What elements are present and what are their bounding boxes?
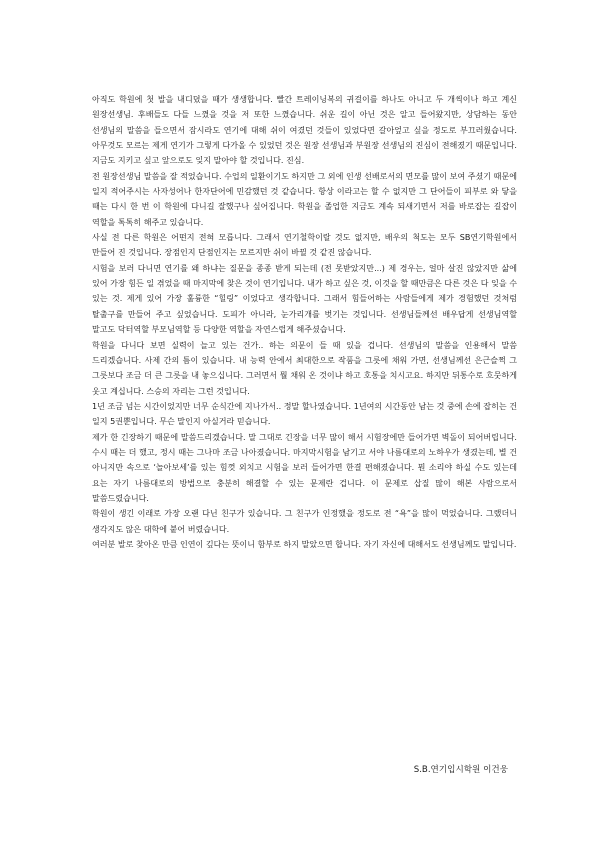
- signature: S.B.연기입시학원 이건웅: [413, 765, 508, 775]
- paragraph-teacher-student-gap: 학원을 다니다 보면 실력이 늘고 있는 건가.. 하는 의문이 들 때 있을 겁니다. 선생님의 말씀을 인용해서 말씀 드리겠습니다. 사제 간의 틈이 있습니다. 내 능력 안에서 최대한으로 작품을 그릇에 채워 가면, 선생님께선 은근슬쩍 그 그릇보다 조금 더 큰 그릇을 내 놓으십니다. 그러면서 뭘 채워 온 것이냐 하고 호통을 치시고요. 하지만 뒤통수로 흐뭇하게 웃고 계십니다. 스승의 자리는 그런 것입니다.: [92, 340, 517, 396]
- paragraph-closing: 여러분 발로 찾아온 만큼 인연이 깊다는 뜻이니 함부로 하지 말았으면 합니다. 자기 자신에 대해서도 선생님께도 말입니다.: [92, 539, 517, 549]
- paragraph-nervousness: 제가 한 긴장하기 때문에 말씀드리겠습니다. 말 그대로 긴장을 너무 많이 해서 시험장에만 들어가면 벽돌이 되어버립니다. 수시 때는 더 했고, 정시 때는 그나마 조금 나아졌습니다. 마지막시험을 남기고 서야 나름대로의 노하우가 생겼는데, 별 건 아니지만 속으로 ‘놀아보세’를 있는 힘껏 외치고 시험을 보러 들어가면 한결 편해졌습니다. 뭔 소리야 하실 수도 있는데 요는 자기 나름대로의 방법으로 충분히 해결할 수 있는 문제란 겁니다. 이 문제로 삽질 많이 해본 사람으로서 말씀드렸습니다.: [92, 432, 517, 503]
- paragraph-teachings: 전 원장선생님 말씀을 잘 적었습니다. 수업의 일환이기도 하지만 그 외에 인생 선배로서의 면모를 많이 보여 주셨기 때문에 일지 적어주시는 사자성어나 한자단어에 민감했던 것 같습니다. 항상 이라고는 할 수 없지만 그 단어들이 피부로 와 닿을 때는 다시 한 번 이 학원에 다니길 잘했구나 싶어집니다. 학원을 졸업한 지금도 계속 되새기면서 저를 바로잡는 길잡이 역할을 톡톡히 해주고 있습니다.: [92, 171, 517, 227]
- letter-body: [92, 92, 517, 552]
- paragraph-one-year: 1년 조금 넘는 시간이었지만 너무 순식간에 지나가서.. 정말 할나였습니다. 1년여의 시간동안 남는 것 중에 손에 잡히는 건 일지 5권뿐입니다. 무슨 말인지 아실거라 믿습니다.: [92, 401, 517, 427]
- paragraph-longest-friend: 학원이 생긴 이래로 가장 오랜 다닌 친구가 있습니다. 그 친구가 인정했을 정도로 전 “욕”을 많이 먹었습니다. 그랬더니 생각지도 않은 대학에 붙어 버렸습니다.: [92, 509, 517, 534]
- paragraph-first-day: 아직도 학원에 첫 발을 내디뎠을 때가 생생합니다. 빨간 트레이닝복의 귀걸이를 하나도 아니고 두 개씩이나 하고 계신 원장선생님. 후배들도 다들 느꼈을 것을 저 또한 느꼈습니다. 쉬운 길이 아닌 것은 알고 들어왔지만, 상담하는 동안 선생님의 말씀을 들으면서 잠시라도 연기에 대해 쉬이 여겼던 것들이 있었다면 갈아엎고 싶을 정도로 부끄러웠습니다. 아무것도 모르는 제게 연기가 그렇게 다가올 수 있었던 것은 원장 선생님과 부원장 선생님의 진심이 전해졌기 때문입니다. 지금도 지키고 싶고 앞으로도 잊지 말아야 할 것입니다. 진심.: [92, 95, 517, 166]
- paragraph-acting-philosophy: 사실 전 다른 학원은 어떤지 전혀 모릅니다. 그래서 연기철학이랄 것도 없지만, 배우의 척도는 모두 SB연기학원에서 만들어 진 것입니다. 장점인지 단점인지는 모르지만 쉬이 바뀔 것 같진 않습니다.: [92, 233, 517, 258]
- paragraph-why-acting: 시험을 보러 다니면 연기를 왜 하냐는 질문을 종종 받게 되는데 (전 못받았지만...) 제 경우는, 얼마 살진 않았지만 삶에 있어 가장 힘든 일 겪었을 때 마지막에 찾은 것이 연기입니다. 내가 하고 싶은 것, 이것을 할 때만큼은 다른 것은 다 잊을 수 있는 것. 제게 있어 가장 훌륭한 “힐링” 이었다고 생각합니다. 그래서 힘들어하는 사람들에게 제가 경험했던 것처럼 탈출구를 만들어 주고 싶었습니다. 도피가 아니라, 눈가리개를 벗기는 것입니다. 선생님들께선 배우답게 선생님역할 말고도 닥터역할 부모님역할 등 다양한 역할을 자연스럽게 해주셨습니다.: [92, 263, 517, 335]
